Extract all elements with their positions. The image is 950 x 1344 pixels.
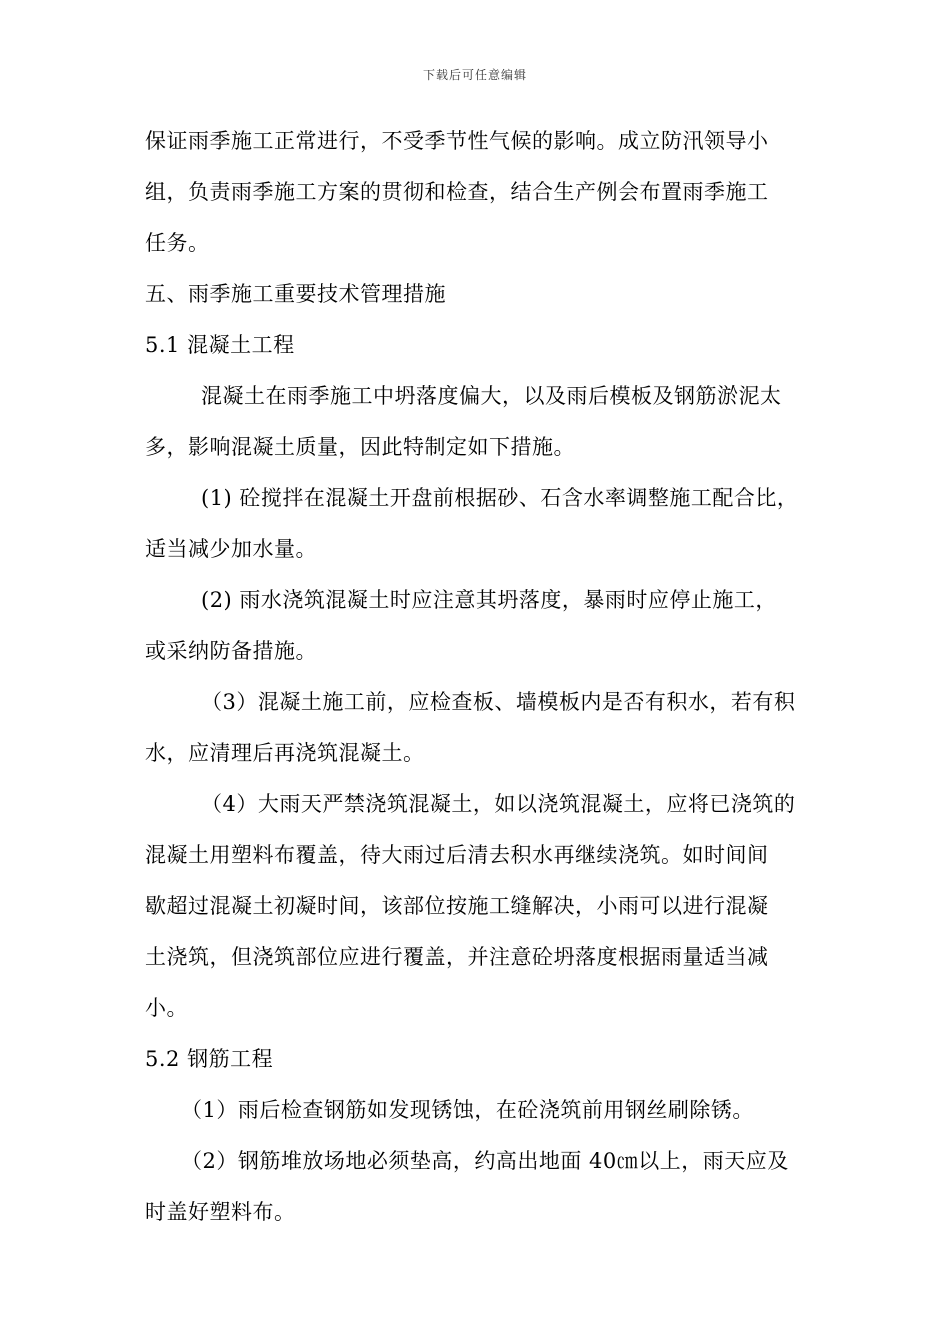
list-item-line: 适当减少加水量。 <box>145 537 317 561</box>
list-item-line: 混凝土用塑料布覆盖，待大雨过后清去积水再继续浇筑。如时间间 <box>145 843 769 867</box>
list-item-line: （4）大雨天严禁浇筑混凝土，如以浇筑混凝土，应将已浇筑的 <box>201 792 796 816</box>
list-item-line: 或采纳防备措施。 <box>145 639 317 663</box>
list-item-line: （3）混凝土施工前，应检查板、墙模板内是否有积水，若有积 <box>201 690 796 714</box>
list-item-line: 土浇筑，但浇筑部位应进行覆盖，并注意砼坍落度根据雨量适当减 <box>145 945 769 969</box>
list-item-line: 歇超过混凝土初凝时间，该部位按施工缝解决，小雨可以进行混凝 <box>145 894 769 918</box>
paragraph-line: 多，影响混凝土质量，因此特制定如下措施。 <box>145 435 575 459</box>
page-header-note: 下载后可任意编辑 <box>422 68 527 82</box>
list-item-line: (1) 砼搅拌在混凝土开盘前根据砂、石含水率调整施工配合比， <box>201 486 799 510</box>
document-body <box>145 116 825 1238</box>
list-item-line: （2）钢筋堆放场地必须垫高，约高出地面 40㎝以上，雨天应及 <box>181 1149 789 1173</box>
paragraph-line: 组，负责雨季施工方案的贯彻和检查，结合生产例会布置雨季施工 <box>145 180 769 204</box>
list-item-line: （1）雨后检查钢筋如发现锈蚀，在砼浇筑前用钢丝刷除锈。 <box>181 1098 754 1122</box>
subsection-heading: 5.2 钢筋工程 <box>145 1047 274 1071</box>
list-item-line: 时盖好塑料布。 <box>145 1200 296 1224</box>
paragraph-line: 保证雨季施工正常进行，不受季节性气候的影响。成立防汛领导小 <box>145 129 769 153</box>
section-heading: 五、雨季施工重要技术管理措施 <box>145 282 446 306</box>
paragraph-line: 混凝土在雨季施工中坍落度偏大，以及雨后模板及钢筋淤泥太 <box>201 384 782 408</box>
list-item-line: 水，应清理后再浇筑混凝土。 <box>145 741 425 765</box>
subsection-heading: 5.1 混凝土工程 <box>145 333 295 357</box>
list-item-line: 小。 <box>145 996 188 1020</box>
paragraph-line: 任务。 <box>145 231 210 255</box>
list-item-line: (2) 雨水浇筑混凝土时应注意其坍落度，暴雨时应停止施工， <box>201 588 777 612</box>
